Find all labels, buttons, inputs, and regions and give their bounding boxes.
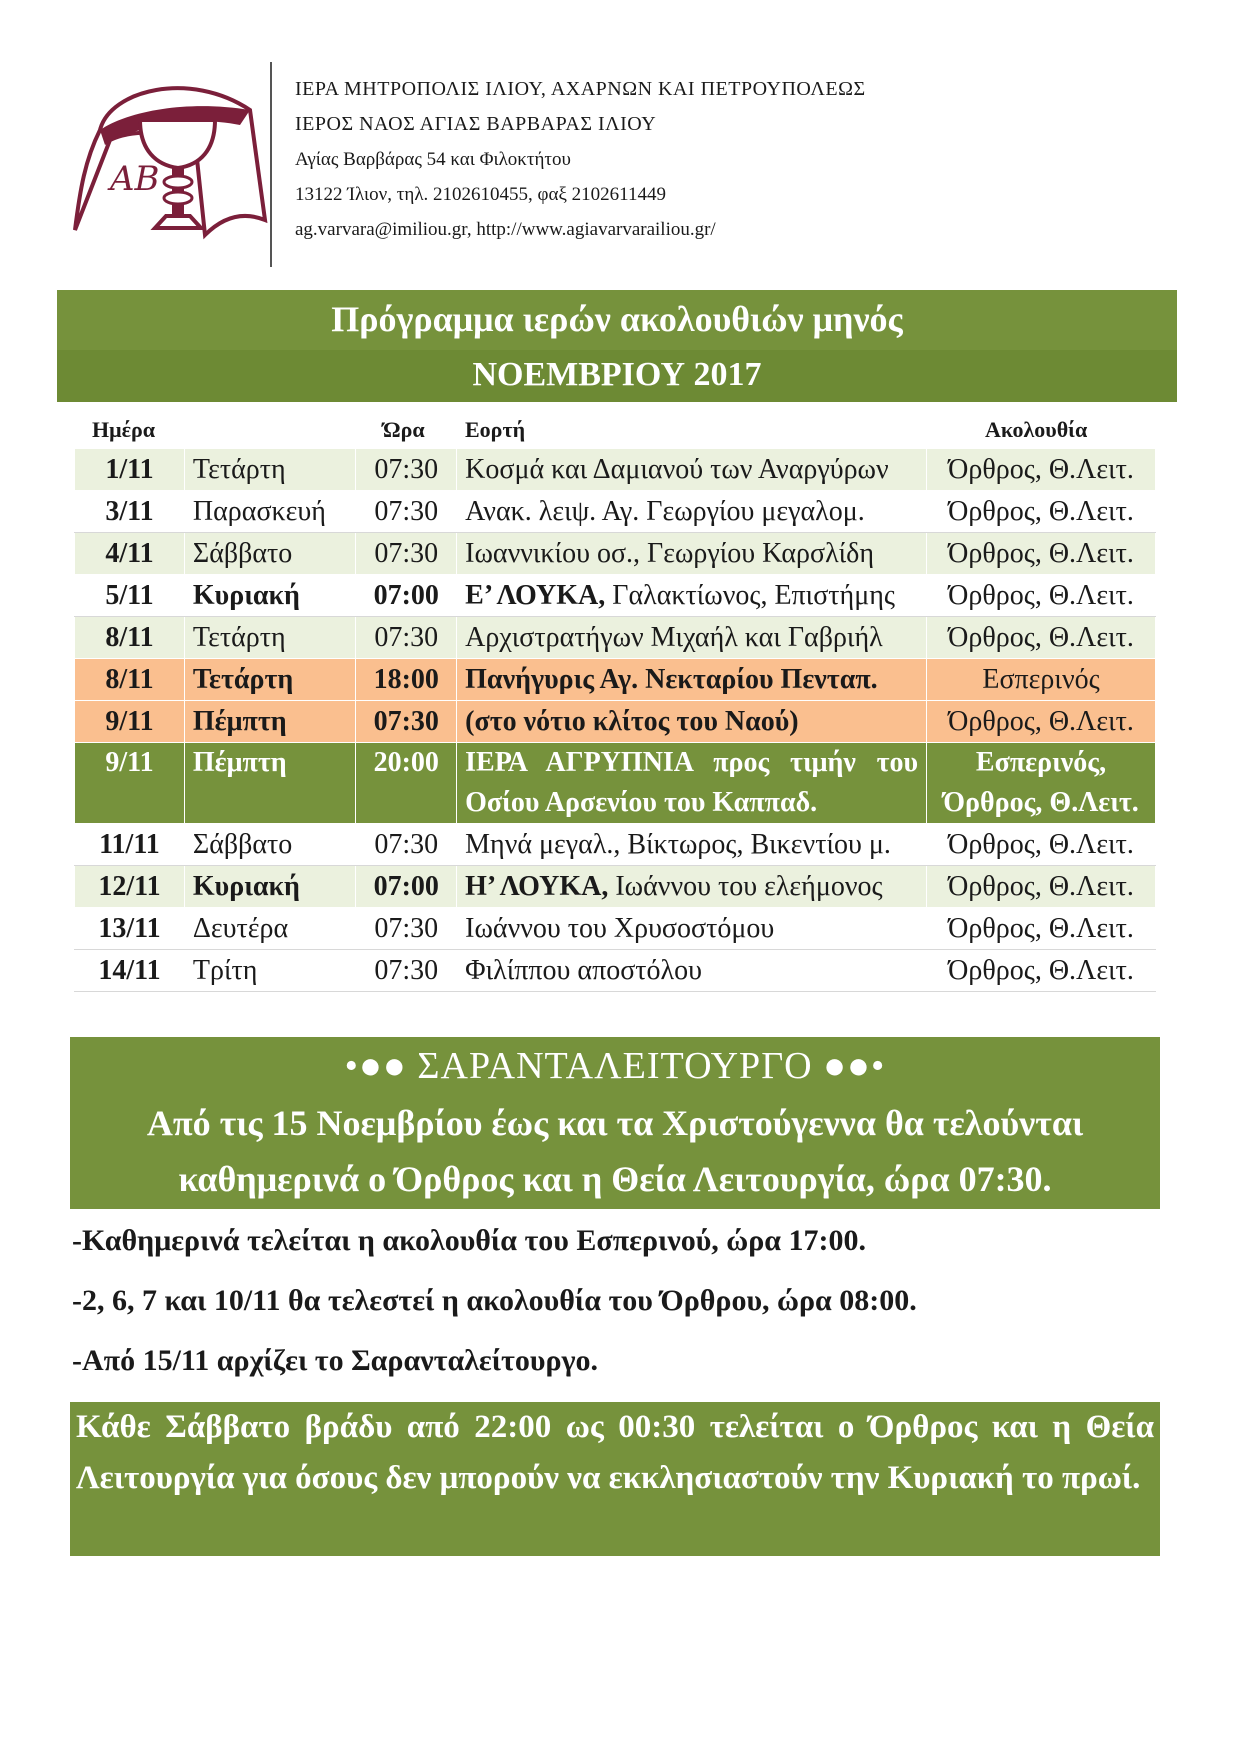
header-church: ΙΕΡΟΣ ΝΑΟΣ ΑΓΙΑΣ ΒΑΡΒΑΡΑΣ ΙΛΙΟΥ xyxy=(295,113,657,135)
row-weekday: Κυριακή xyxy=(184,866,355,908)
table-row xyxy=(75,908,1156,950)
row-date: 8/11 xyxy=(75,617,185,659)
header-metropolis: ΙΕΡΑ ΜΗΤΡΟΠΟΛΙΣ ΙΛΙΟΥ, ΑΧΑΡΝΩΝ ΚΑΙ ΠΕΤΡΟΥΠΟΛΕΩΣ xyxy=(295,78,866,100)
row-time: 07:30 xyxy=(356,908,457,950)
row-feast: Αρχιστρατήγων Μιχαήλ και Γαβριήλ xyxy=(457,617,927,659)
header-phone: 13122 Ίλιον, τηλ. 2102610455, φαξ 2102611449 xyxy=(295,184,666,205)
row-service: Εσπερινός xyxy=(927,659,1156,701)
col-feast: Εορτή xyxy=(465,417,526,442)
row-time: 07:00 xyxy=(356,866,457,908)
row-weekday: Δευτέρα xyxy=(184,908,355,950)
row-service: Όρθρος, Θ.Λειτ. xyxy=(927,950,1156,992)
header-address: Αγίας Βαρβάρας 54 και Φιλοκτήτου xyxy=(295,149,571,170)
row-date: 1/11 xyxy=(75,449,185,491)
row-feast: Πανήγυρις Αγ. Νεκταρίου Πενταπ. xyxy=(457,659,927,701)
table-row xyxy=(75,491,1156,533)
col-time: Ώρα xyxy=(383,417,425,442)
sarantaleitourgo-text: Από τις 15 Νοεμβρίου έως και τα Χριστούγεννα θα τελούνται καθημερινά ο Όρθρος και η Θεία Λειτουργία, ώρα 07:30. xyxy=(146,1103,1084,1199)
note-orthros: -2, 6, 7 και 10/11 θα τελεστεί η ακολουθία του Όρθρου, ώρα 08:00. xyxy=(72,1284,917,1317)
table-row xyxy=(75,824,1156,866)
col-service: Ακολουθία xyxy=(985,417,1088,442)
row-feast: Ιωαννικίου οσ., Γεωργίου Καρσλίδη xyxy=(457,533,927,575)
row-time: 07:30 xyxy=(356,824,457,866)
row-time: 07:00 xyxy=(356,575,457,617)
header-block xyxy=(295,72,866,247)
table-row xyxy=(75,866,1156,908)
row-feast: Φιλίππου αποστόλου xyxy=(457,950,927,992)
row-service: Όρθρος, Θ.Λειτ. xyxy=(927,449,1156,491)
header-divider xyxy=(270,62,272,267)
row-weekday: Πέμπτη xyxy=(184,701,355,743)
row-date: 3/11 xyxy=(75,491,185,533)
row-weekday: Τρίτη xyxy=(184,950,355,992)
row-weekday: Παρασκευή xyxy=(184,491,355,533)
chalice-logo-icon xyxy=(70,70,270,240)
row-feast: Μηνά μεγαλ., Βίκτωρος, Βικεντίου μ. xyxy=(457,824,927,866)
sarantaleitourgo-heading: •●● ΣΑΡΑΝΤΑΛΕΙΤΟΥΡΓΟ ●●• xyxy=(344,1045,886,1087)
row-time: 07:30 xyxy=(356,617,457,659)
row-date: 5/11 xyxy=(75,575,185,617)
row-date: 12/11 xyxy=(75,866,185,908)
row-service: Όρθρος, Θ.Λειτ. xyxy=(927,575,1156,617)
row-time: 07:30 xyxy=(356,491,457,533)
row-time: 20:00 xyxy=(356,743,457,824)
row-service: Εσπερινός, Όρθρος, Θ.Λειτ. xyxy=(927,743,1156,824)
row-feast: Ανακ. λειψ. Αγ. Γεωργίου μεγαλομ. xyxy=(457,491,927,533)
row-date: 8/11 xyxy=(75,659,185,701)
table-row xyxy=(75,575,1156,617)
row-feast: ΙΕΡΑ ΑΓΡΥΠΝΙΑ προς τιμήν του Οσίου Αρσενίου του Καππαδ. xyxy=(457,743,927,824)
table-row xyxy=(75,659,1156,701)
title-line2: ΝΟΕΜΒΡΙΟΥ 2017 xyxy=(57,350,1177,402)
row-time: 18:00 xyxy=(356,659,457,701)
row-time: 07:30 xyxy=(356,533,457,575)
saturday-vigil-box: Κάθε Σάββατο βράδυ από 22:00 ως 00:30 τελείται ο Όρθρος και η Θεία Λειτουργία για όσους δεν μπορούν να εκκλησιαστούν την Κυριακή το πρωί. xyxy=(70,1402,1160,1556)
col-day: Ημέρα xyxy=(92,417,156,442)
logo-letters: ΑΒ xyxy=(110,159,160,199)
row-weekday: Πέμπτη xyxy=(184,743,355,824)
row-date: 9/11 xyxy=(75,743,185,824)
row-weekday: Σάββατο xyxy=(184,533,355,575)
row-service: Όρθρος, Θ.Λειτ. xyxy=(927,908,1156,950)
row-date: 4/11 xyxy=(75,533,185,575)
row-feast: Ιωάννου του Χρυσοστόμου xyxy=(457,908,927,950)
row-weekday: Σάββατο xyxy=(184,824,355,866)
schedule-table xyxy=(74,448,1156,992)
row-time: 07:30 xyxy=(356,449,457,491)
schedule-title xyxy=(57,290,1177,402)
row-weekday: Τετάρτη xyxy=(184,617,355,659)
sarantaleitourgo-box xyxy=(70,1037,1160,1209)
table-row xyxy=(75,743,1156,824)
row-date: 11/11 xyxy=(75,824,185,866)
table-row xyxy=(75,701,1156,743)
table-row xyxy=(75,617,1156,659)
row-service: Όρθρος, Θ.Λειτ. xyxy=(927,491,1156,533)
note-start: -Από 15/11 αρχίζει το Σαρανταλείτουργο. xyxy=(72,1344,599,1377)
table-row xyxy=(75,449,1156,491)
row-service: Όρθρος, Θ.Λειτ. xyxy=(927,701,1156,743)
row-service: Όρθρος, Θ.Λειτ. xyxy=(927,617,1156,659)
table-row xyxy=(75,533,1156,575)
row-weekday: Κυριακή xyxy=(184,575,355,617)
title-line1: Πρόγραμμα ιερών ακολουθιών μηνός xyxy=(331,299,903,339)
row-time: 07:30 xyxy=(356,950,457,992)
row-feast: (στο νότιο κλίτος του Ναού) xyxy=(457,701,927,743)
row-time: 07:30 xyxy=(356,701,457,743)
table-row xyxy=(75,950,1156,992)
header-contact: ag.varvara@imiliou.gr, http://www.agiavarvarailiou.gr/ xyxy=(295,219,716,240)
row-service: Όρθρος, Θ.Λειτ. xyxy=(927,824,1156,866)
row-feast: Η’ ΛΟΥΚΑ, Ιωάννου του ελεήμονος xyxy=(457,866,927,908)
row-service: Όρθρος, Θ.Λειτ. xyxy=(927,866,1156,908)
row-date: 13/11 xyxy=(75,908,185,950)
row-weekday: Τετάρτη xyxy=(184,449,355,491)
row-feast: Κοσμά και Δαμιανού των Αναργύρων xyxy=(457,449,927,491)
row-feast: Ε’ ΛΟΥΚΑ, Γαλακτίωνος, Επιστήμης xyxy=(457,575,927,617)
row-weekday: Τετάρτη xyxy=(184,659,355,701)
note-vespers: -Καθημερινά τελείται η ακολουθία του Εσπερινού, ώρα 17:00. xyxy=(72,1224,867,1257)
row-service: Όρθρος, Θ.Λειτ. xyxy=(927,533,1156,575)
row-date: 14/11 xyxy=(75,950,185,992)
row-date: 9/11 xyxy=(75,701,185,743)
